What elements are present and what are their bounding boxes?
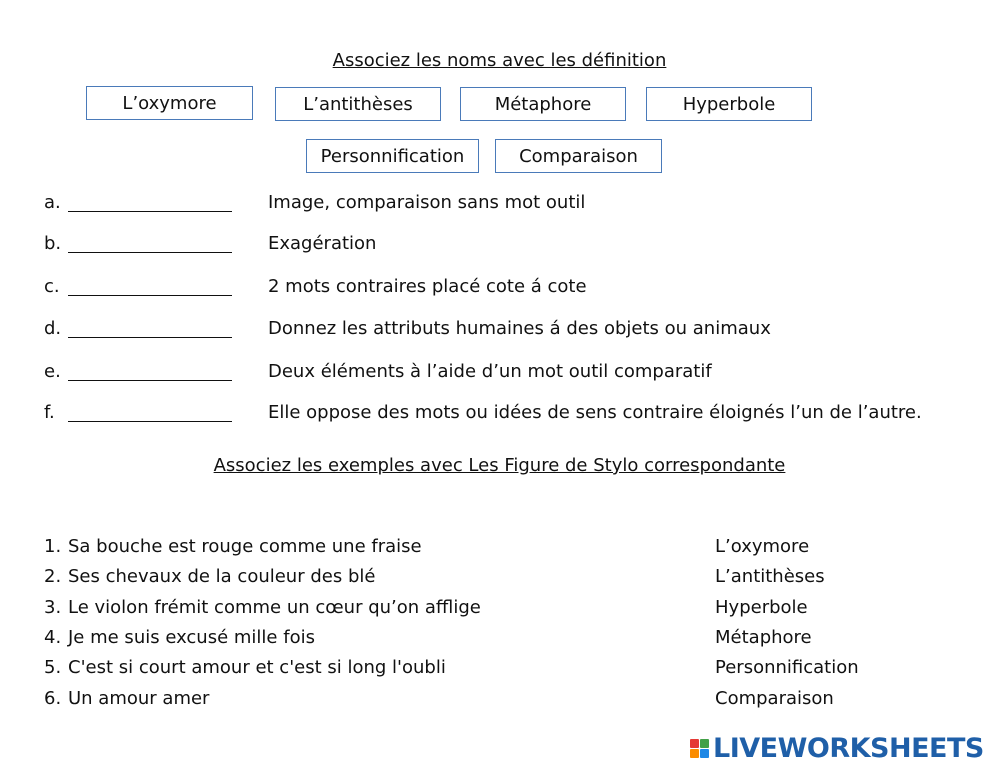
definition-letter: a. <box>44 192 61 213</box>
section1-title: Associez les noms avec les définition <box>332 50 667 71</box>
example-row-2[interactable] <box>44 566 375 587</box>
definition-text: Image, comparaison sans mot outil <box>268 192 586 213</box>
definition-letter: f. <box>44 402 55 423</box>
liveworksheets-logo <box>690 732 984 764</box>
option-oxymore[interactable]: L’oxymore <box>715 536 810 557</box>
option-hyperbole[interactable]: Hyperbole <box>715 597 808 618</box>
answer-blank-b[interactable] <box>68 252 232 253</box>
example-row-3[interactable] <box>44 597 481 618</box>
term-box-antitheses[interactable]: L’antithèses <box>275 87 441 121</box>
option-personnification[interactable]: Personnification <box>715 657 859 678</box>
definition-letter: d. <box>44 318 62 339</box>
definition-text: Elle oppose des mots ou idées de sens contraire éloignés l’un de l’autre. <box>268 402 922 423</box>
example-text: Ses chevaux de la couleur des blé <box>68 566 376 587</box>
example-text: C'est si court amour et c'est si long l'oubli <box>68 657 446 678</box>
example-text: Un amour amer <box>68 688 210 709</box>
option-comparaison[interactable]: Comparaison <box>715 688 834 709</box>
definition-letter: b. <box>44 233 62 254</box>
definition-text: 2 mots contraires placé cote á cote <box>268 276 587 297</box>
term-box-metaphore[interactable]: Métaphore <box>460 87 626 121</box>
liveworksheets-logo-icon <box>690 739 709 758</box>
example-row-1[interactable] <box>44 536 422 557</box>
definition-text: Exagération <box>268 233 377 254</box>
definition-text: Donnez les attributs humaines á des objets ou animaux <box>268 318 771 339</box>
answer-blank-e[interactable] <box>68 380 232 381</box>
answer-blank-c[interactable] <box>68 295 232 296</box>
example-number: 3. <box>44 597 62 618</box>
option-antitheses[interactable]: L’antithèses <box>715 566 825 587</box>
section2-title: Associez les exemples avec Les Figure de Stylo correspondante <box>213 455 786 476</box>
example-row-4[interactable] <box>44 627 315 648</box>
term-box-hyperbole[interactable]: Hyperbole <box>646 87 812 121</box>
example-number: 2. <box>44 566 62 587</box>
example-row-5[interactable] <box>44 657 446 678</box>
answer-blank-d[interactable] <box>68 337 232 338</box>
option-metaphore[interactable]: Métaphore <box>715 627 812 648</box>
definition-text: Deux éléments à l’aide d’un mot outil comparatif <box>268 361 712 382</box>
example-number: 4. <box>44 627 62 648</box>
example-number: 1. <box>44 536 62 557</box>
definition-letter: c. <box>44 276 60 297</box>
example-number: 5. <box>44 657 62 678</box>
example-number: 6. <box>44 688 62 709</box>
example-row-6[interactable] <box>44 688 209 709</box>
term-box-oxymore[interactable]: L’oxymore <box>86 86 253 120</box>
logo-text: LIVEWORKSHEETS <box>713 732 984 764</box>
example-text: Sa bouche est rouge comme une fraise <box>68 536 422 557</box>
term-box-personnification[interactable]: Personnification <box>306 139 479 173</box>
example-text: Je me suis excusé mille fois <box>68 627 315 648</box>
term-box-comparaison[interactable]: Comparaison <box>495 139 662 173</box>
definition-letter: e. <box>44 361 61 382</box>
example-text: Le violon frémit comme un cœur qu’on afflige <box>68 597 481 618</box>
answer-blank-f[interactable] <box>68 421 232 422</box>
answer-blank-a[interactable] <box>68 211 232 212</box>
